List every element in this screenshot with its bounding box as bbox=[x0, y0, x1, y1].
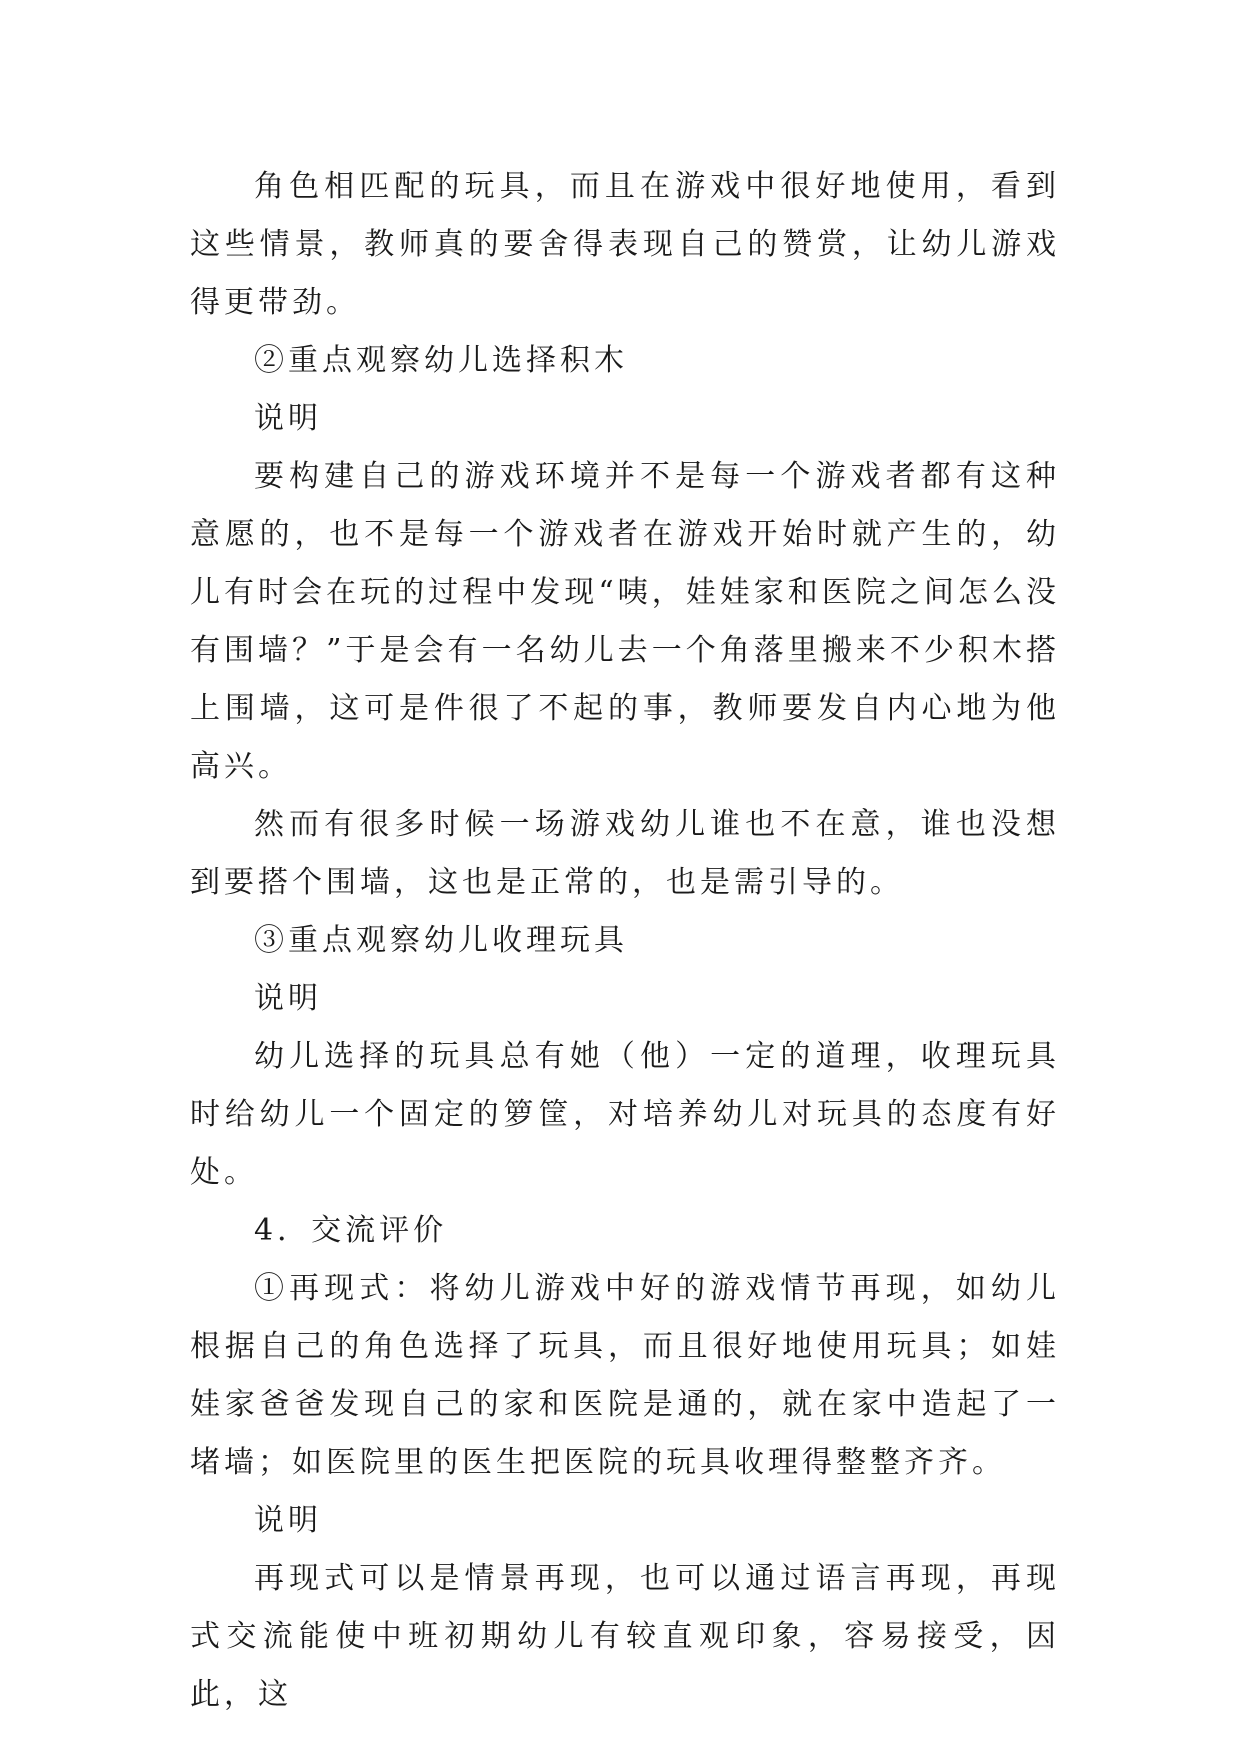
paragraph: 幼儿选择的玩具总有她（他）一定的道理，收理玩具时给幼儿一个固定的箩筐，对培养幼儿对玩具的态度有好处。 bbox=[190, 1039, 1060, 1190]
section-heading: ③重点观察幼儿收理玩具 bbox=[254, 923, 628, 958]
section-heading: ②重点观察幼儿选择积木 bbox=[254, 343, 628, 378]
section-heading: 4．交流评价 bbox=[254, 1213, 448, 1248]
paragraph: 再现式可以是情景再现，也可以通过语言再现，再现式交流能使中班初期幼儿有较直观印象，容易接受，因此，这 bbox=[190, 1561, 1060, 1712]
paragraph: 角色相匹配的玩具，而且在游戏中很好地使用，看到这些情景，教师真的要舍得表现自己的赞赏，让幼儿游戏得更带劲。 bbox=[190, 169, 1060, 320]
note-label: 说明 bbox=[254, 1503, 322, 1538]
paragraph: 要构建自己的游戏环境并不是每一个游戏者都有这种意愿的，也不是每一个游戏者在游戏开始时就产生的，幼儿有时会在玩的过程中发现“咦，娃娃家和医院之间怎么没有围墙？”于是会有一名幼儿去一个角落里搬来不少积木搭上围墙，这可是件很了不起的事，教师要发自内心地为他高兴。 bbox=[190, 459, 1060, 784]
paragraph: 然而有很多时候一场游戏幼儿谁也不在意，谁也没想到要搭个围墙，这也是正常的，也是需引导的。 bbox=[190, 807, 1060, 900]
document-body bbox=[190, 158, 1060, 1724]
note-label: 说明 bbox=[254, 981, 322, 1016]
note-label: 说明 bbox=[254, 401, 322, 436]
paragraph: ①再现式：将幼儿游戏中好的游戏情节再现，如幼儿根据自己的角色选择了玩具，而且很好地使用玩具；如娃娃家爸爸发现自己的家和医院是通的，就在家中造起了一堵墙；如医院里的医生把医院的玩具收理得整整齐齐。 bbox=[190, 1271, 1060, 1480]
